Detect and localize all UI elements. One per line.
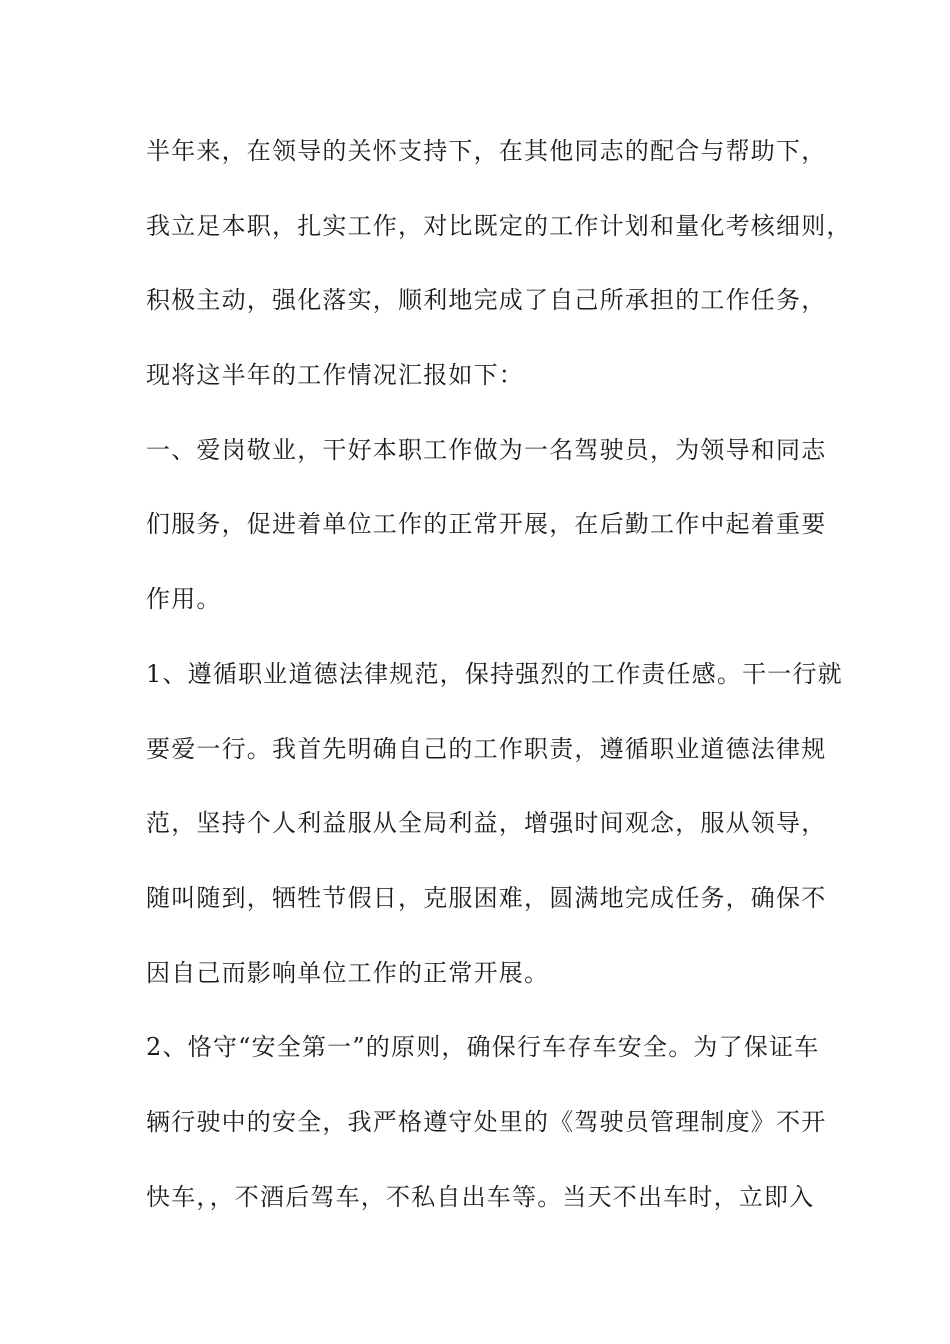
- numbered-item-line: 2、恪守“安全第一”的原则，确保行车存车安全。为了保证车: [146, 1033, 820, 1062]
- text-line: 因自己而影响单位工作的正常开展。: [146, 958, 550, 987]
- text-line: 快车，，不酒后驾车，不私自出车等。当天不出车时，立即入: [146, 1182, 815, 1211]
- text-line: 积极主动，强化落实，顺利地完成了自己所承担的工作任务，: [146, 286, 827, 315]
- numbered-item-line: 1、遵循职业道德法律规范，保持强烈的工作责任感。干一行就: [146, 659, 843, 688]
- section-heading-line: 一、爱岗敬业，干好本职工作做为一名驾驶员，为领导和同志: [146, 435, 827, 464]
- text-line: 辆行驶中的安全，我严格遵守处里的《驾驶员管理制度》不开: [146, 1107, 827, 1136]
- text-line: 我立足本职，扎实工作，对比既定的工作计划和量化考核细则，: [146, 211, 852, 240]
- text-line: 范，坚持个人利益服从全局利益，增强时间观念，服从领导，: [146, 809, 827, 838]
- text-line: 要爱一行。我首先明确自己的工作职责，遵循职业道德法律规: [146, 734, 827, 763]
- text-line: 随叫随到，牺牲节假日，克服困难，圆满地完成任务，确保不: [146, 883, 827, 912]
- text-line: 半年来，在领导的关怀支持下，在其他同志的配合与帮助下，: [146, 137, 827, 165]
- document-body: [146, 130, 852, 1250]
- text-line: 现将这半年的工作情况汇报如下：: [146, 361, 524, 390]
- text-line: 作用。: [146, 585, 222, 614]
- text-line: 们服务，促进着单位工作的正常开展，在后勤工作中起着重要: [146, 510, 827, 539]
